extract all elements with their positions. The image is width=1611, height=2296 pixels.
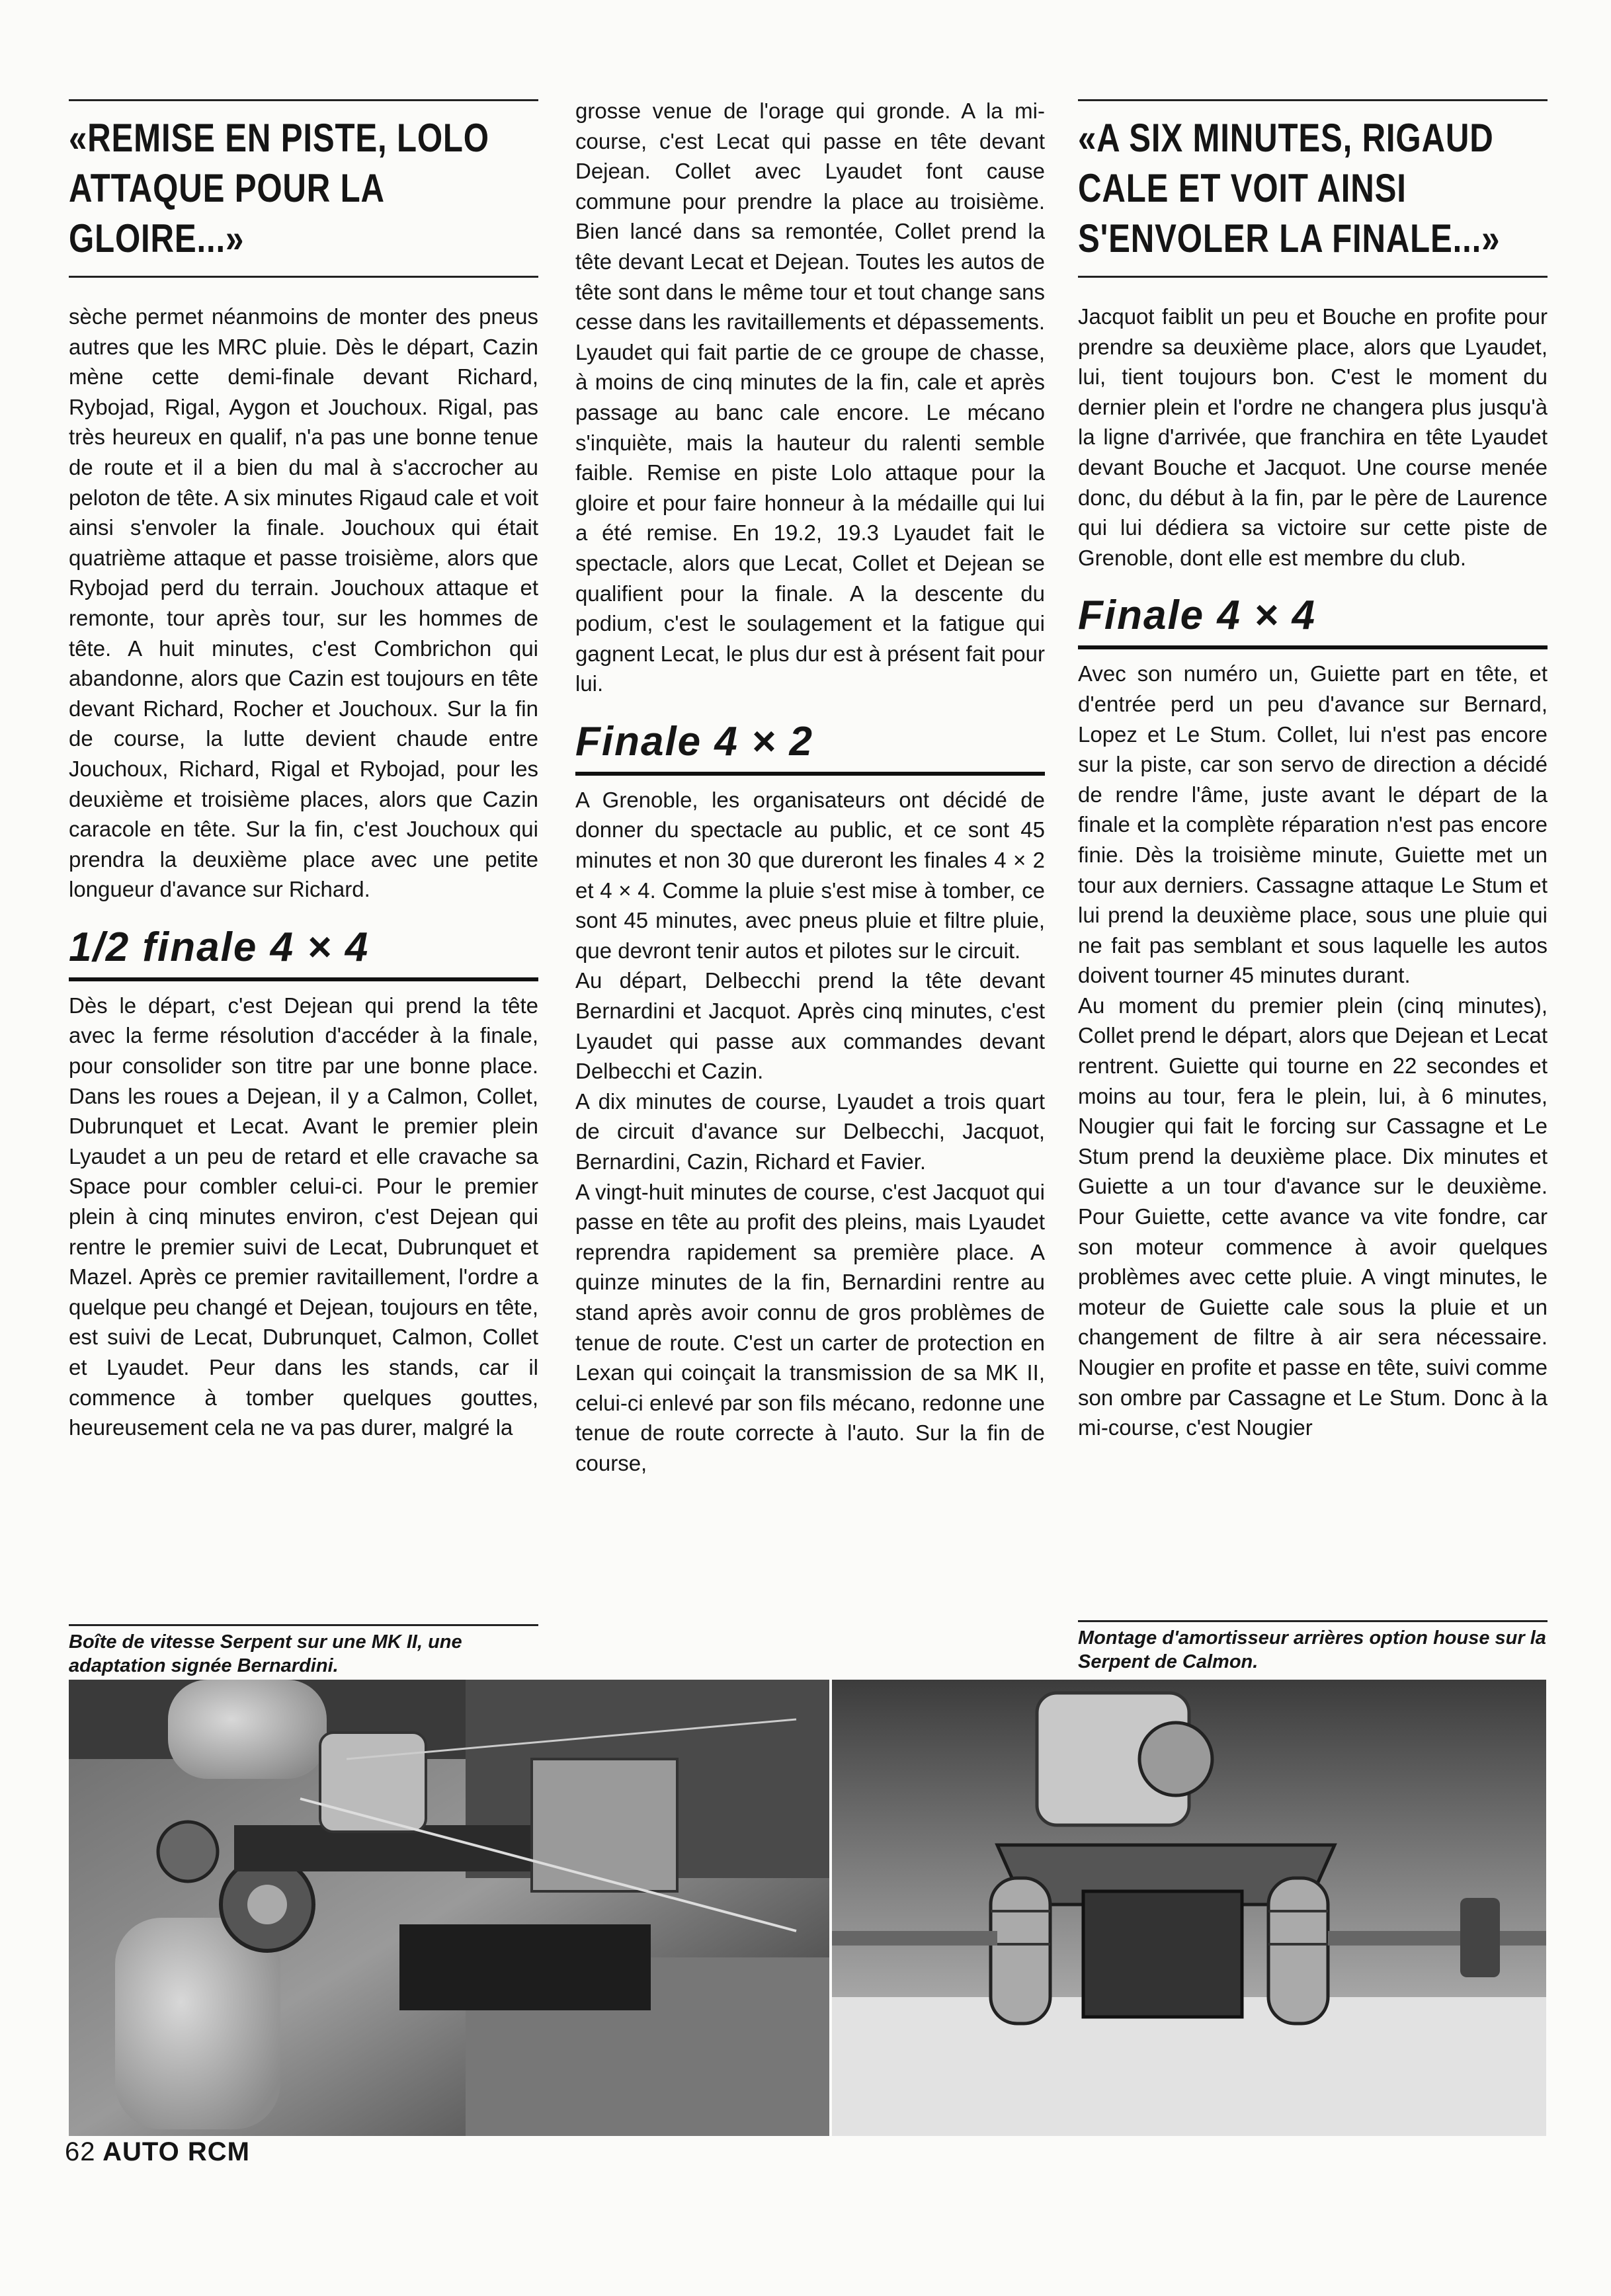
magazine-name: AUTO RCM — [103, 2137, 250, 2166]
article-column-3 — [1078, 99, 1548, 1607]
section-heading-finale-4x2: Finale 4 × 2 — [575, 718, 1045, 776]
article-paragraph: Jacquot faiblit un peu et Bouche en profite pour prendre sa deuxième place, alors que Lyaudet, lui, tient toujours bon. C'est le moment du dernier plein et l'ordre ne changera plus jusqu'à la ligne d'arrivée, que franchira en tête Lyaudet devant Bouche et Jacquot. Une course menée donc, du début à la fin, par le père de Laurence qui lui dédiera sa victoire sur cette piste de Grenoble, dont elle est membre du club. — [1078, 304, 1548, 570]
shocks-photo-image — [832, 1680, 1546, 2136]
photo-gearbox — [69, 1680, 829, 2136]
photo-caption-right: Montage d'amortisseur arrières option house sur la Serpent de Calmon. — [1078, 1620, 1548, 1674]
pull-quote-2 — [1078, 99, 1548, 278]
article-paragraph: Au moment du premier plein (cinq minutes), Collet prend le départ, alors que Dejean et Lecat rentrent. Guiette qui tourne en 22 secondes et moins au tour, fera le plein, lui, à 6 minutes, Nougier qui fait le forcing sur Cassagne et Le Stum prend la deuxième place. Dix minutes et Guiette a un tour d'avance sur le deuxième. Pour Guiette, cette avance va vite fondre, car son moteur commence à avoir quelques problèmes avec cette pluie. A vingt minutes, le moteur de Guiette cale sous la pluie et un changement de filtre à air sera nécessaire. Nougier en profite et passe en tête, suivi comme son ombre par Cassagne et Le Stum. Donc à la mi-course, c'est Nougier — [1078, 993, 1548, 1440]
article-paragraph: Dès le départ, c'est Dejean qui prend la tête avec la ferme résolution d'accéder à la finale, pour consolider son titre par une bonne place. Dans les roues a Dejean, il y a Calmon, Collet, Dubrunquet et Lecat. Avant le premier plein Lyaudet a un peu de retard et elle cravache sa Space pour combler celui-ci. Pour le premier plein à cinq minutes environ, c'est Dejean qui rentre le premier suivi de Lecat, Dubrunquet et Mazel. Après ce premier ravitaillement, l'ordre a quelque peu changé et Dejean, toujours en tête, est suivi de Lecat, Dubrunquet, Calmon, Collet et Lyaudet. Peur dans les stands, car il commence à tomber quelques gouttes, heureusement cela ne va pas durer, malgré la — [69, 993, 538, 1440]
section-heading-demi-finale: 1/2 finale 4 × 4 — [69, 923, 538, 981]
article-paragraph: A Grenoble, les organisateurs ont décidé de donner du spectacle au public, et ce sont 45 minutes et non 30 que dureront les finales 4 × 2 et 4 × 4. Comme la pluie s'est mise à tomber, ce sont 45 minutes, avec pneus pluie et filtre pluie, que devront tenir autos et pilotes sur le circuit. — [575, 787, 1045, 963]
pull-quote-text: «REMISE EN PISTE, LOLO ATTAQUE POUR LA GLOIRE...» — [69, 116, 489, 261]
article-paragraph: sèche permet néanmoins de monter des pneus autres que les MRC pluie. Dès le départ, Cazin mène cette demi-finale devant Richard, Rybojad, Rigal, Aygon et Jouchoux. Rigal, pas très heureux en qualif, n'a pas une bonne tenue de route et il a bien du mal à s'accrocher au peloton de tête. A six minutes Rigaud cale et voit ainsi s'envoler la finale. Jouchoux qui était quatrième attaque et passe troisième, alors que Rybojad perd du terrain. Jouchoux attaque et remonte, tour après tour, sur les hommes de tête. A huit minutes, c'est Combrichon qui abandonne, alors que Cazin est toujours en tête devant Richard, Rocher et Jouchoux. Sur la fin de course, la lutte devient chaude entre Jouchoux, Richard, Rigal et Rybojad, pour les deuxième et troisième places, alors que Cazin caracole en tête. Sur la fin, c'est Jouchoux qui prendra la deuxième place avec une petite longueur d'avance sur Richard. — [69, 304, 538, 902]
page-footer — [65, 2137, 250, 2167]
page-number: 62 — [65, 2137, 96, 2166]
pull-quote-text: «A SIX MINUTES, RIGAUD CALE ET VOIT AINSI S'ENVOLER LA FINALE...» — [1078, 116, 1501, 261]
article-column-2 — [575, 96, 1045, 1657]
article-column-1 — [69, 99, 538, 1607]
article-paragraph: Au départ, Delbecchi prend la tête devant Bernardini et Jacquot. Après cinq minutes, c'est Lyaudet qui passe aux commandes devant Delbecchi et Cazin. — [575, 968, 1045, 1084]
photo-rear-shocks — [832, 1680, 1546, 2136]
gearbox-photo-image — [69, 1680, 829, 2136]
photo-caption-left: Boîte de vitesse Serpent sur une MK II, une adaptation signée Bernardini. — [69, 1624, 538, 1678]
article-paragraph: Avec son numéro un, Guiette part en tête, et d'entrée perd un peu d'avance sur Bernard, Lopez et Le Stum. Collet, lui n'est pas encore sur la piste, car son servo de direction a décidé de rendre l'âme, juste avant le départ de la finale et la complète réparation n'est pas encore finie. Dès la troisième minute, Guiette met un tour aux derniers. Cassagne attaque Le Stum et lui prend la deuxième place, sous une pluie qui ne fait pas semblant et sous laquelle les autos doivent tourner 45 minutes durant. — [1078, 661, 1548, 988]
article-paragraph: grosse venue de l'orage qui gronde. A la mi-course, c'est Lecat qui passe en tête devant Dejean. Collet avec Lyaudet font cause commune pour prendre la place au troisième. Bien lancé dans sa remontée, Collet prend la tête devant Lecat et Dejean. Toutes les autos de tête sont dans le même tour et tout change sans cesse dans les ravitaillements et dépassements. Lyaudet qui fait partie de ce groupe de chasse, à moins de cinq minutes de la fin, cale et après passage au banc cale encore. Le mécano s'inquiète, mais la hauteur du ralenti semble faible. Remise en piste Lolo attaque pour la gloire et pour faire honneur à la médaille qui lui a été remise. En 19.2, 19.3 Lyaudet fait le spectacle, alors que Lecat, Collet et Dejean se qualifient pour la finale. A la descente du podium, c'est le soulagement et la fatigue qui gagnent Lecat, le plus dur est à présent fait pour lui. — [575, 99, 1045, 696]
section-heading-finale-4x4: Finale 4 × 4 — [1078, 591, 1548, 649]
article-paragraph: A vingt-huit minutes de course, c'est Jacquot qui passe en tête au profit des pleins, mais Lyaudet reprendra rapidement sa première place. A quinze minutes de la fin, Bernardini rentre au stand après avoir connu de gros problèmes de tenue de route. C'est un carter de protection en Lexan qui coinçait la transmission de sa MK II, celui-ci enlevé par son fils mécano, redonne une tenue de route correcte à l'auto. Sur la fin de course, — [575, 1179, 1045, 1475]
pull-quote-1 — [69, 99, 538, 278]
article-paragraph: A dix minutes de course, Lyaudet a trois quart de circuit d'avance sur Delbecchi, Jacquot, Bernardini, Cazin, Richard et Favier. — [575, 1088, 1045, 1174]
